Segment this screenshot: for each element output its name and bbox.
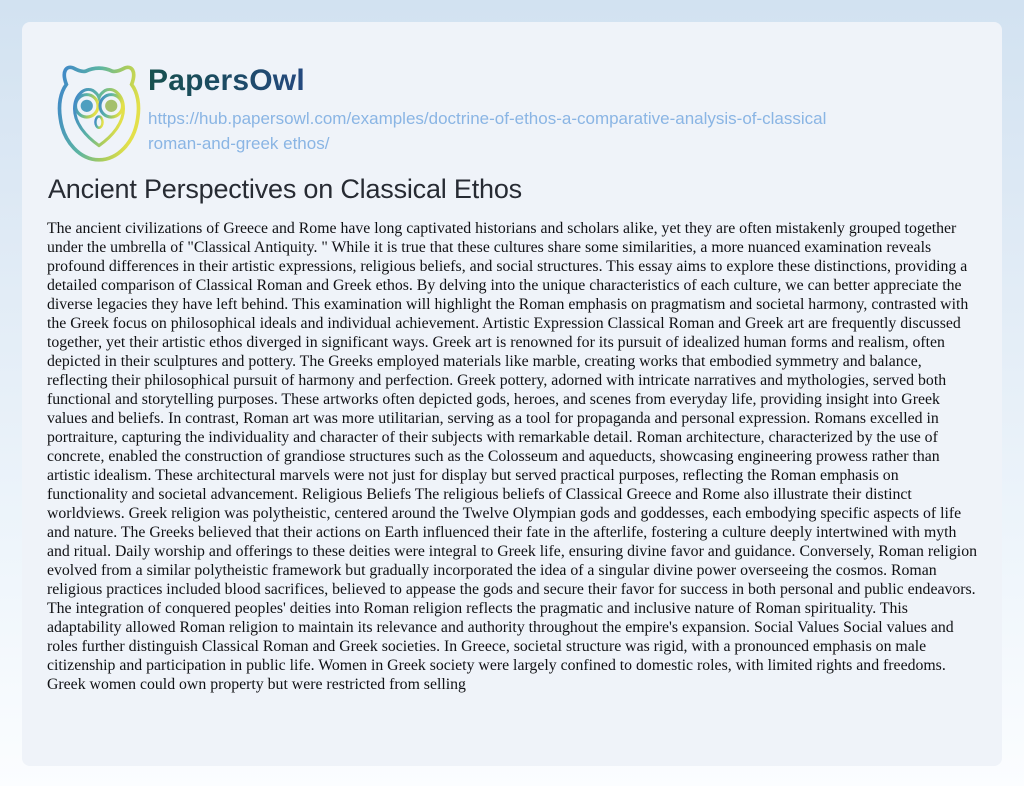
source-url-link[interactable] (148, 106, 948, 156)
document-card (22, 22, 1002, 766)
owl-icon (48, 62, 150, 168)
article-body-text: The ancient civilizations of Greece and Rome have long captivated historians and scholars alike, yet they are often mistakenly grouped together under the umbrella of "Classical Antiquity. " While it is true that these cultures share some similarities, a more nuanced examination reveals profound differences in their artistic expressions, religious beliefs, and social structures. This essay aims to explore these distinctions, providing a detailed comparison of Classical Roman and Greek ethos. By delving into the unique characteristics of each culture, we can better appreciate the diverse legacies they have left behind. This examination will highlight the Roman emphasis on pragmatism and societal harmony, contrasted with the Greek focus on philosophical ideals and individual achievement. Artistic Expression Classical Roman and Greek art are frequently discussed together, yet their artistic ethos diverged in significant ways. Greek art is renowned for its pursuit of idealized human forms and realism, often depicted in their sculptures and pottery. The Greeks employed materials like marble, creating works that embodied symmetry and balance, reflecting their philosophical pursuit of harmony and perfection. Greek pottery, adorned with intricate narratives and mythologies, served both functional and storytelling purposes. These artworks often depicted gods, heroes, and scenes from everyday life, providing insight into Greek values and beliefs. In contrast, Roman art was more utilitarian, serving as a tool for propaganda and personal expression. Romans excelled in portraiture, capturing the individuality and character of their subjects with remarkable detail. Roman architecture, characterized by the use of concrete, enabled the construction of grandiose structures such as the Colosseum and aqueducts, showcasing engineering prowess rather than artistic idealism. These architectural marvels were not just for display but served practical purposes, reflecting the Roman emphasis on functionality and societal advancement. Religious Beliefs The religious beliefs of Classical Greece and Rome also illustrate their distinct worldviews. Greek religion was polytheistic, centered around the Twelve Olympian gods and goddesses, each embodying specific aspects of life and nature. The Greeks believed that their actions on Earth influenced their fate in the afterlife, fostering a culture deeply intertwined with myth and ritual. Daily worship and offerings to these deities were integral to Greek life, ensuring divine favor and guidance. Conversely, Roman religion evolved from a similar polytheistic framework but gradually incorporated the idea of a singular divine power overseeing the cosmos. Roman religious practices included blood sacrifices, believed to appease the gods and secure their favor for success in both personal and public endeavors. The integration of conquered peoples' deities into Roman religion reflects the pragmatic and inclusive nature of Roman spirituality. This adaptability allowed Roman religion to maintain its relevance and authority throughout the empire's expansion. Social Values Social values and roles further distinguish Classical Roman and Greek societies. In Greece, societal structure was rigid, with a pronounced emphasis on male citizenship and participation in public life. Women in Greek society were largely confined to domestic roles, with limited rights and freedoms. Greek women could own property but were restricted from selling (47, 220, 977, 693)
brand-name: PapersOwl (148, 64, 305, 97)
page-title: Ancient Perspectives on Classical Ethos (48, 174, 522, 204)
papersowl-logo (48, 62, 150, 168)
source-url-line2: roman-and-greek ethos/ (148, 134, 330, 153)
source-url-line1: https://hub.papersowl.com/examples/doctrine-of-ethos-a-comparative-analysis-of-classical (148, 109, 827, 128)
